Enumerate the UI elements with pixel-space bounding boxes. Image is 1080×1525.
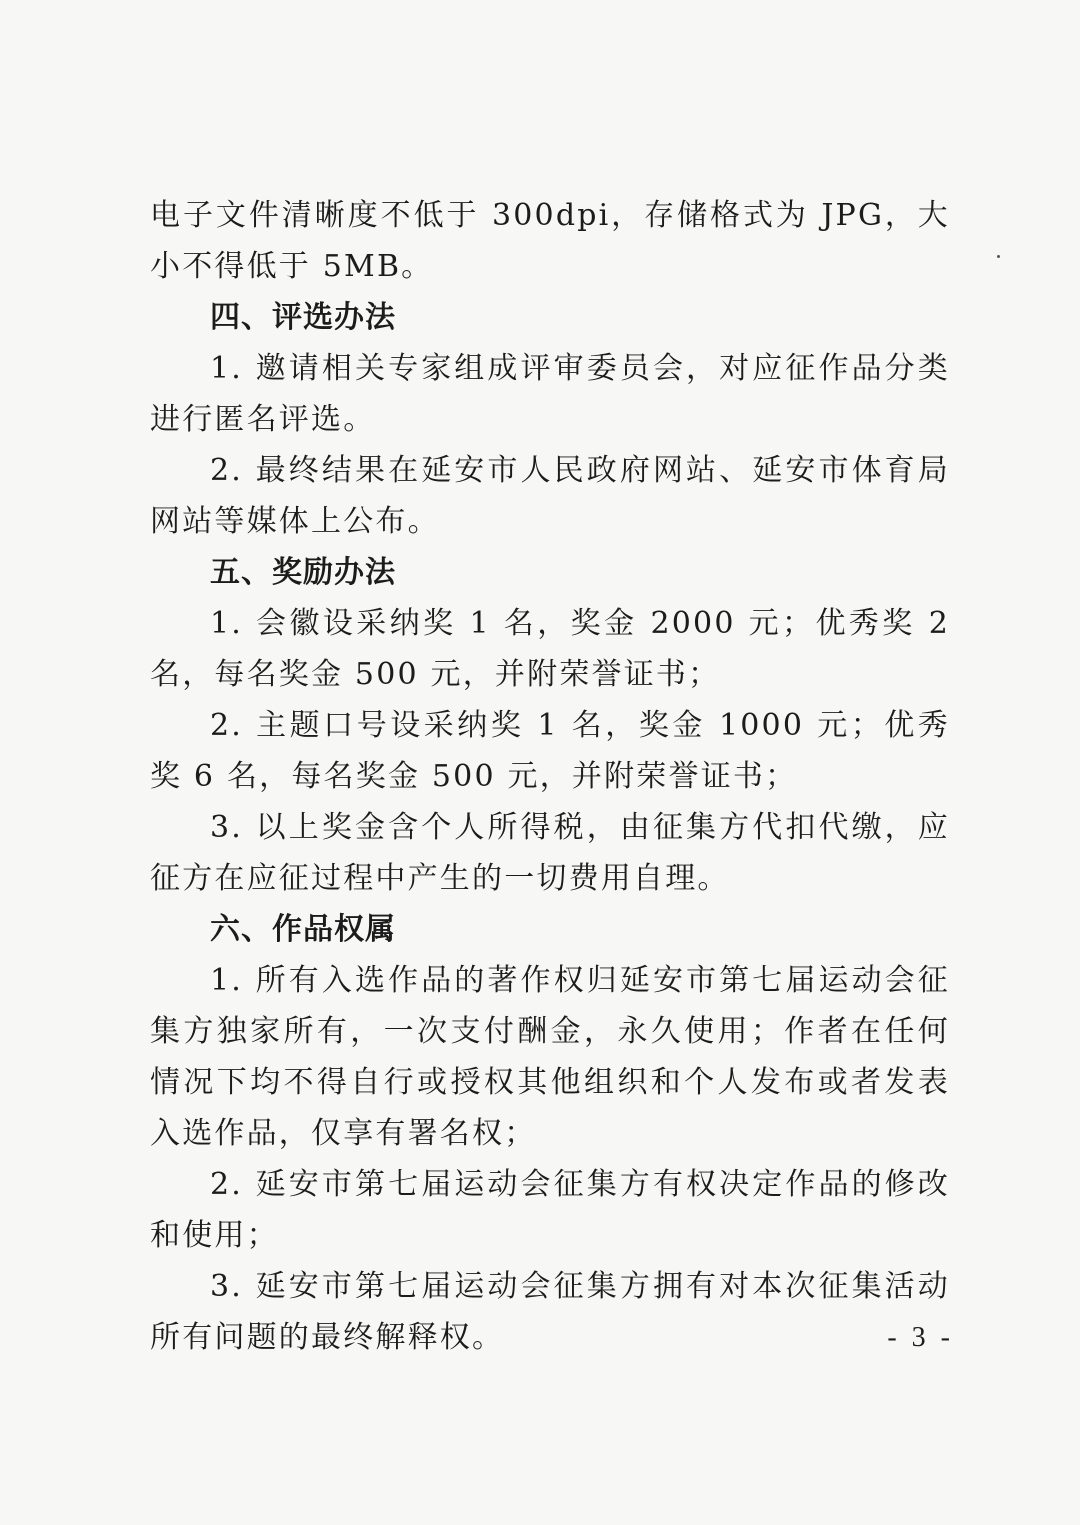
paragraph-ownership-2: 2. 延安市第七届运动会征集方有权决定作品的修改和使用； (150, 1167, 950, 1253)
section-heading-ownership: 六、作品权属 (210, 912, 396, 947)
paragraph-file-requirements: 电子文件清晰度不低于 300dpi，存储格式为 JPG，大小不得低于 5MB。 (150, 198, 950, 284)
paragraph-rewards-2: 2. 主题口号设采纳奖 1 名，奖金 1000 元；优秀奖 6 名，每名奖金 500 元，并附荣誉证书； (150, 708, 950, 794)
page-number: - 3 - (887, 1322, 954, 1353)
paragraph-ownership-1: 1. 所有入选作品的著作权归延安市第七届运动会征集方独家所有，一次支付酬金，永久使用；作者在任何情况下均不得自行或授权其他组织和个人发布或者发表入选作品，仅享有署名权； (150, 963, 950, 1151)
paragraph-evaluation-2: 2. 最终结果在延安市人民政府网站、延安市体育局网站等媒体上公布。 (150, 453, 950, 539)
section-heading-evaluation: 四、评选办法 (210, 300, 396, 335)
paragraph-ownership-3: 3. 延安市第七届运动会征集方拥有对本次征集活动所有问题的最终解释权。 (150, 1269, 950, 1355)
paragraph-rewards-3: 3. 以上奖金含个人所得税，由征集方代扣代缴，应征方在应征过程中产生的一切费用自理。 (150, 810, 950, 896)
paragraph-rewards-1: 1. 会徽设采纳奖 1 名，奖金 2000 元；优秀奖 2 名，每名奖金 500 元，并附荣誉证书； (150, 606, 950, 692)
paragraph-evaluation-1: 1. 邀请相关专家组成评审委员会，对应征作品分类进行匿名评选。 (150, 351, 950, 437)
document-body (150, 190, 950, 1363)
scan-speck (997, 255, 1000, 258)
section-heading-rewards: 五、奖励办法 (210, 555, 396, 590)
